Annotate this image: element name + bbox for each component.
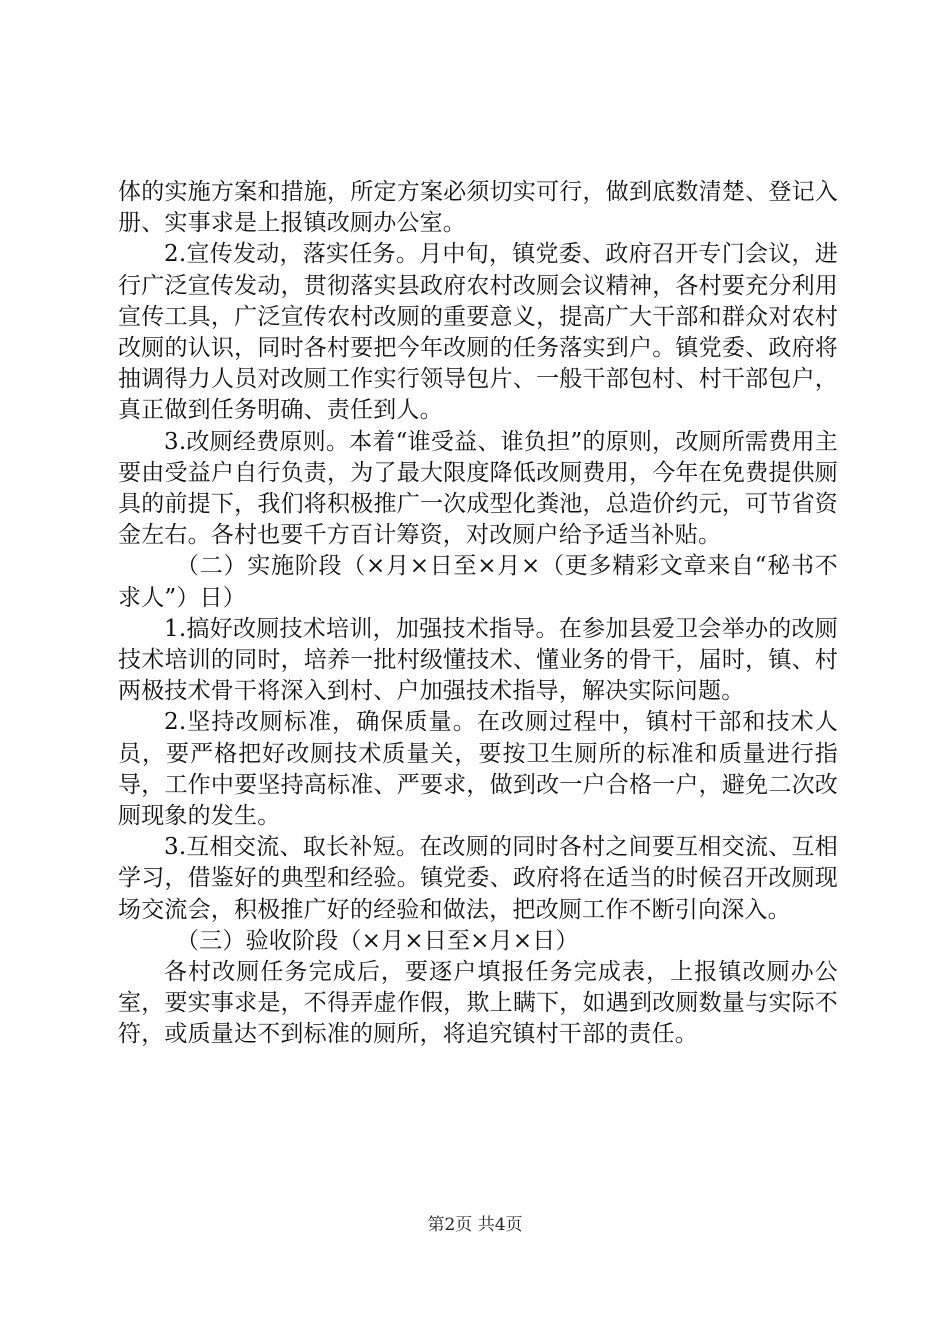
paragraph-technical-training: 1.搞好改厕技术培训，加强技术指导。在参加县爱卫会举办的改厕技术培训的同时，培养一批村级懂技术、懂业务的骨干，届时，镇、村两极技术骨干将深入到村、户加强技术指导，解决实际问题。 bbox=[118, 615, 838, 705]
paragraph-acceptance-reporting: 各村改厕任务完成后，要逐户填报任务完成表，上报镇改厕办公室，要实事求是，不得弄虚作假，欺上瞒下，如遇到改厕数量与实际不符，或质量达不到标准的厕所，将追究镇村干部的责任。 bbox=[118, 959, 838, 1048]
heading-implementation-stage: （二）实施阶段（×月×日至×月×（更多精彩文章来自“秘书不求人”）日） bbox=[118, 553, 838, 611]
heading-acceptance-stage: （三）验收阶段（×月×日至×月×日） bbox=[176, 927, 579, 954]
paragraph-publicity-mobilization: 2.宣传发动，落实任务。月中旬，镇党委、政府召开专门会议，进行广泛宣传发动，贯彻落实县政府农村改厕会议精神，各村要充分利用宣传工具，广泛宣传农村改厕的重要意义，提高广大干部和群众对农村改厕的认识，同时各村要把今年改厕的任务落实到户。镇党委、政府将抽调得力人员对改厕工作实行领导包片、一般干部包村、村干部包户，真正做到任务明确、责任到人。 bbox=[118, 241, 838, 424]
paragraph-funding-principle: 3.改厕经费原则。本着“谁受益、谁负担”的原则，改厕所需费用主要由受益户自行负责，为了最大限度降低改厕费用，今年在免费提供厕具的前提下，我们将积极推广一次成型化粪池，总造价约元，可节省资金左右。各村也要千方百计筹资，对改厕户给予适当补贴。 bbox=[118, 428, 838, 549]
page-number-footer: 第2页 共4页 bbox=[427, 1215, 523, 1235]
document-body bbox=[118, 177, 838, 1051]
paragraph-quality-standards: 2.坚持改厕标准，确保质量。在改厕过程中，镇村干部和技术人员，要严格把好改厕技术质量关，要按卫生厕所的标准和质量进行指导，工作中要坚持高标准、严要求，做到改一户合格一户，避免二次改厕现象的发生。 bbox=[118, 709, 838, 830]
paragraph-implementation-plan-continued: 体的实施方案和措施，所定方案必须切实可行，做到底数清楚、登记入册、实事求是上报镇改厕办公室。 bbox=[118, 179, 838, 237]
paragraph-mutual-exchange: 3.互相交流、取长补短。在改厕的同时各村之间要互相交流、互相学习，借鉴好的典型和经验。镇党委、政府将在适当的时候召开改厕现场交流会，积极推广好的经验和做法，把改厕工作不断引向深入。 bbox=[118, 834, 838, 923]
